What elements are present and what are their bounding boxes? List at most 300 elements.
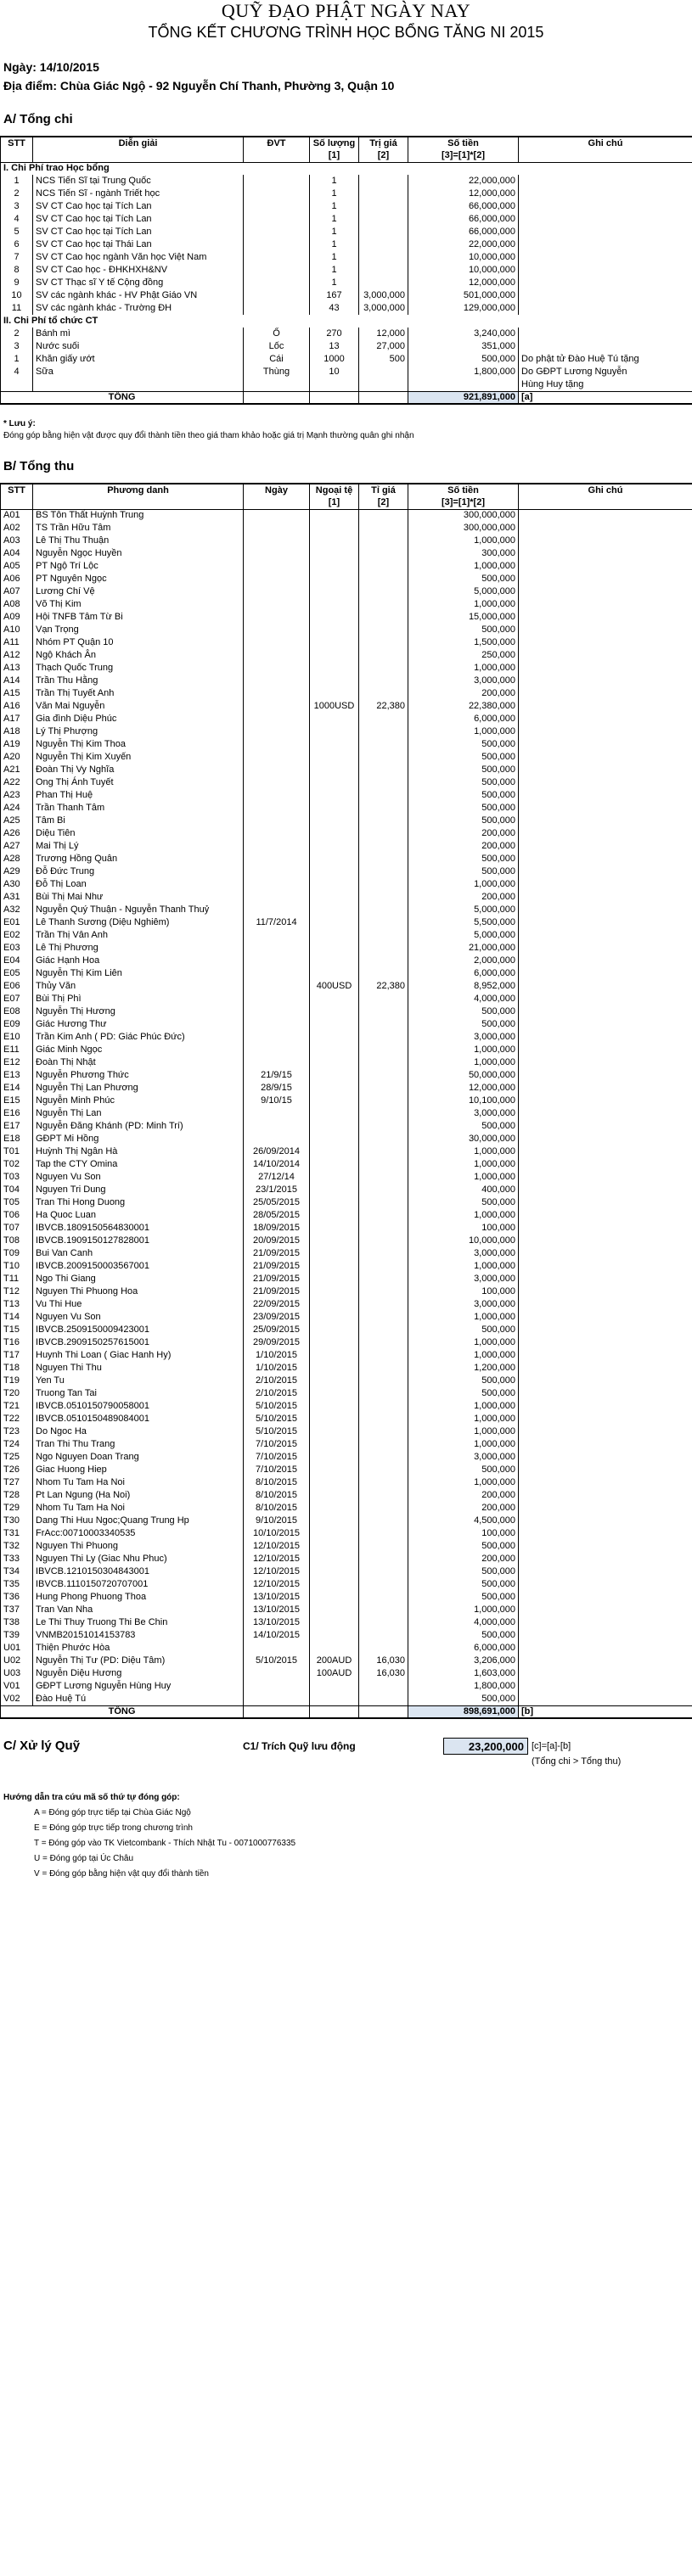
expense-row-cell (359, 175, 408, 188)
income-row-cell: T06 (1, 1209, 33, 1222)
income-row-cell (359, 624, 408, 636)
expense-row (1, 213, 692, 226)
expense-row-cell: 167 (310, 289, 359, 302)
income-row-cell (244, 891, 310, 904)
income-row-cell (359, 878, 408, 891)
expense-row-cell (519, 251, 692, 264)
income-row-cell: Tran Thi Thu Trang (33, 1438, 244, 1451)
income-row-cell: 1,000,000 (408, 1476, 519, 1489)
income-row-cell: 2/10/2015 (244, 1387, 310, 1400)
income-row-cell: PT Nguyên Ngọc (33, 573, 244, 585)
expense-group-title: II. Chi Phí tổ chức CT (1, 315, 692, 328)
income-row-cell: Trần Kim Anh ( PD: Giác Phúc Đức) (33, 1031, 244, 1044)
income-header-row-cell: STT (1, 484, 33, 496)
income-row (1, 1693, 692, 1705)
income-row-cell: 28/9/15 (244, 1082, 310, 1095)
income-row-cell (244, 535, 310, 547)
income-row (1, 713, 692, 725)
income-row-cell: T16 (1, 1336, 33, 1349)
expense-row-cell (519, 340, 692, 353)
income-row-cell (519, 713, 692, 725)
income-row-cell (310, 1400, 359, 1413)
income-row-cell (519, 1375, 692, 1387)
income-row-cell (244, 1642, 310, 1655)
income-row-cell: T24 (1, 1438, 33, 1451)
income-row-cell: 500,000 (408, 738, 519, 751)
income-row-cell (519, 1464, 692, 1476)
guide-title: Hướng dẫn tra cứu mã số thứ tự đóng góp: (3, 1793, 180, 1802)
income-row-cell: 10,000,000 (408, 1235, 519, 1247)
income-row (1, 1667, 692, 1680)
expense-row (1, 238, 692, 251)
income-row-cell: Văn Mai Nguyễn (33, 700, 244, 713)
income-row-cell: T20 (1, 1387, 33, 1400)
empty-cell (244, 391, 310, 404)
income-row-cell: 1,000,000 (408, 725, 519, 738)
income-row-cell: 3,000,000 (408, 1451, 519, 1464)
income-row-cell: 250,000 (408, 649, 519, 662)
income-row-cell (310, 904, 359, 916)
income-row-cell (310, 1680, 359, 1693)
expense-row (1, 353, 692, 366)
expense-row-cell: 3,000,000 (359, 302, 408, 315)
income-row-cell: E17 (1, 1120, 33, 1133)
income-row-cell: Nguyen Tri Dung (33, 1184, 244, 1196)
income-row-cell: 100,000 (408, 1527, 519, 1540)
income-row-cell (359, 611, 408, 624)
income-row-cell (519, 993, 692, 1005)
income-row-cell: BS Tôn Thất Huỳnh Trung (33, 509, 244, 522)
income-row-cell: 25/09/2015 (244, 1324, 310, 1336)
income-row-cell (519, 1018, 692, 1031)
income-row-cell (310, 776, 359, 789)
income-row-cell: 7/10/2015 (244, 1464, 310, 1476)
expense-row-cell (519, 175, 692, 188)
income-row-cell: T36 (1, 1591, 33, 1604)
income-row-cell (310, 1540, 359, 1553)
income-row-cell (244, 929, 310, 942)
income-row-cell (359, 967, 408, 980)
income-row-cell (244, 802, 310, 815)
income-row-cell: 3,000,000 (408, 1031, 519, 1044)
expense-row-cell: 66,000,000 (408, 213, 519, 226)
income-row-cell (519, 827, 692, 840)
income-row (1, 853, 692, 865)
income-row-cell (310, 1069, 359, 1082)
income-row-cell (359, 1133, 408, 1145)
income-total-row (1, 1705, 692, 1718)
income-row-cell: Tran Thi Hong Duong (33, 1196, 244, 1209)
income-row-cell: Ngộ Khách Ân (33, 649, 244, 662)
income-row (1, 1095, 692, 1107)
income-row-cell (359, 1158, 408, 1171)
income-row-cell: Thiện Phước Hòa (33, 1642, 244, 1655)
income-row-cell (359, 1005, 408, 1018)
income-row-cell (310, 993, 359, 1005)
expense-row-cell: SV CT Cao học ngành Văn học Việt Nam (33, 251, 244, 264)
income-row-cell (519, 1324, 692, 1336)
expense-row-cell: 500 (359, 353, 408, 366)
income-row-cell: T14 (1, 1311, 33, 1324)
income-row-cell (359, 662, 408, 675)
income-row-cell (519, 560, 692, 573)
income-row-cell: 4,000,000 (408, 1616, 519, 1629)
expense-row-cell (519, 277, 692, 289)
income-row-cell: 12/10/2015 (244, 1565, 310, 1578)
income-row-cell (519, 1413, 692, 1425)
income-row-cell: E14 (1, 1082, 33, 1095)
income-row-cell: 29/09/2015 (244, 1336, 310, 1349)
income-row-cell: IBVCB.0510150489084001 (33, 1413, 244, 1425)
income-row-cell (359, 585, 408, 598)
income-row-cell: A18 (1, 725, 33, 738)
income-row-cell (519, 636, 692, 649)
expense-header-row-cell: ĐVT (244, 137, 310, 149)
income-row-cell (519, 980, 692, 993)
income-row-cell: 21,000,000 (408, 942, 519, 955)
income-row-cell (359, 1502, 408, 1515)
income-row-cell (519, 1451, 692, 1464)
income-row-cell: E01 (1, 916, 33, 929)
income-row (1, 840, 692, 853)
income-row-cell (244, 1667, 310, 1680)
income-row-cell: 25/05/2015 (244, 1196, 310, 1209)
empty-cell (359, 391, 408, 404)
income-row-cell: E05 (1, 967, 33, 980)
income-row-cell: 10/10/2015 (244, 1527, 310, 1540)
expense-row-cell (244, 264, 310, 277)
expense-row (1, 378, 692, 391)
expense-row-cell: 1 (310, 251, 359, 264)
income-row-cell (310, 916, 359, 929)
income-row-cell (310, 1464, 359, 1476)
income-row-cell (310, 636, 359, 649)
income-row (1, 1336, 692, 1349)
income-row (1, 1616, 692, 1629)
income-row-cell (359, 573, 408, 585)
income-row-cell: 23/09/2015 (244, 1311, 310, 1324)
expense-row-cell: 1 (310, 200, 359, 213)
income-row-cell: Đào Huệ Tú (33, 1693, 244, 1705)
income-section-title: B/ Tổng thu (3, 459, 75, 473)
income-row-cell: 26/09/2014 (244, 1145, 310, 1158)
expense-row-cell: 7 (1, 251, 33, 264)
income-row-cell: T31 (1, 1527, 33, 1540)
income-row-cell: Lê Thị Phương (33, 942, 244, 955)
income-row-cell: T37 (1, 1604, 33, 1616)
income-row-cell (310, 662, 359, 675)
income-row (1, 687, 692, 700)
income-row (1, 1311, 692, 1324)
income-row-cell (244, 1005, 310, 1018)
income-row (1, 1438, 692, 1451)
income-row (1, 891, 692, 904)
income-row (1, 1476, 692, 1489)
income-row-cell (359, 1604, 408, 1616)
income-row-cell (359, 1553, 408, 1565)
expense-row-cell (244, 213, 310, 226)
income-row-cell: Nguyen Thi Thu (33, 1362, 244, 1375)
expense-row-cell (244, 378, 310, 391)
expense-row-cell: Ổ (244, 328, 310, 340)
income-row (1, 585, 692, 598)
income-row-cell (519, 1222, 692, 1235)
income-row (1, 1565, 692, 1578)
income-row-cell (310, 1082, 359, 1095)
income-row-cell (310, 878, 359, 891)
income-row (1, 649, 692, 662)
income-row-cell: E18 (1, 1133, 33, 1145)
expense-row-cell (359, 226, 408, 238)
expense-header-row-cell: Trị giá (359, 137, 408, 149)
income-row-cell: T07 (1, 1222, 33, 1235)
income-row (1, 1413, 692, 1425)
income-row-cell (244, 955, 310, 967)
income-row-cell (519, 1553, 692, 1565)
income-row-cell: Trần Thị Tuyết Anh (33, 687, 244, 700)
expense-row-cell: SV các ngành khác - Trường ĐH (33, 302, 244, 315)
income-row-cell: E04 (1, 955, 33, 967)
income-row-cell (519, 865, 692, 878)
income-row-cell (359, 1184, 408, 1196)
income-row (1, 827, 692, 840)
income-row-cell: 200,000 (408, 1502, 519, 1515)
income-row-cell (359, 1476, 408, 1489)
income-row-cell: Nguyễn Thị Hương (33, 1005, 244, 1018)
income-row-cell (519, 598, 692, 611)
income-row-cell: 1,200,000 (408, 1362, 519, 1375)
income-row-cell: Nguyễn Minh Phúc (33, 1095, 244, 1107)
income-row-cell (519, 1655, 692, 1667)
income-row-cell (359, 649, 408, 662)
income-row-cell: T32 (1, 1540, 33, 1553)
income-row-cell (310, 1145, 359, 1158)
income-row-cell: 7/10/2015 (244, 1451, 310, 1464)
income-row-cell (359, 1107, 408, 1120)
income-row-cell (519, 1184, 692, 1196)
expense-row (1, 302, 692, 315)
income-row-cell: TS Trần Hữu Tâm (33, 522, 244, 535)
income-row-cell (359, 802, 408, 815)
expense-row-cell (519, 328, 692, 340)
expense-row-cell: NCS Tiến Sĩ tại Trung Quốc (33, 175, 244, 188)
income-row-cell: 500,000 (408, 865, 519, 878)
income-row-cell (310, 611, 359, 624)
income-row-cell (359, 751, 408, 764)
income-row-cell (519, 1260, 692, 1273)
income-row-cell: 500,000 (408, 1464, 519, 1476)
expense-subheader-row-cell (33, 149, 244, 162)
income-row (1, 1222, 692, 1235)
income-row-cell (359, 1031, 408, 1044)
empty-cell (244, 1705, 310, 1718)
expense-note-text: Đóng góp bằng hiện vật được quy đổi thành tiền theo giá tham khảo hoặc giá trị Mạnh thường quân ghi nhận (3, 431, 414, 440)
income-row-cell: 1,800,000 (408, 1680, 519, 1693)
empty-cell (359, 1705, 408, 1718)
income-row-cell: T28 (1, 1489, 33, 1502)
income-row-cell: 22,380 (359, 700, 408, 713)
income-row-cell: 1,000,000 (408, 1438, 519, 1451)
expense-row-cell: SV CT Thạc sĩ Y tế Cộng đồng (33, 277, 244, 289)
income-row (1, 929, 692, 942)
income-row-cell (310, 1260, 359, 1273)
expense-row-cell: Do GĐPT Lương Nguyễn (519, 366, 692, 378)
income-row-cell (244, 611, 310, 624)
income-row-cell: 9/10/15 (244, 1095, 310, 1107)
income-row-cell (244, 1133, 310, 1145)
income-row (1, 1527, 692, 1540)
income-row-cell: 1,000,000 (408, 1425, 519, 1438)
income-row-cell (310, 1209, 359, 1222)
income-row-cell (244, 560, 310, 573)
income-row-cell: IBVCB.0510150790058001 (33, 1400, 244, 1413)
income-row-cell: 8/10/2015 (244, 1502, 310, 1515)
income-subheader-row-cell (519, 496, 692, 509)
income-row-cell: 1/10/2015 (244, 1349, 310, 1362)
income-row-cell: A24 (1, 802, 33, 815)
income-row-cell: 28/05/2015 (244, 1209, 310, 1222)
income-row-cell: T29 (1, 1502, 33, 1515)
income-row-cell: Mai Thị Lý (33, 840, 244, 853)
income-row-cell (310, 535, 359, 547)
income-row-cell (519, 1400, 692, 1413)
income-row-cell: 6,000,000 (408, 1642, 519, 1655)
income-row-cell: Nguyễn Thị Kim Xuyến (33, 751, 244, 764)
expense-row-cell: 1 (1, 175, 33, 188)
income-row-cell: Trần Thanh Tâm (33, 802, 244, 815)
income-row-cell (519, 1082, 692, 1095)
income-row (1, 1451, 692, 1464)
expense-row-cell: Thùng (244, 366, 310, 378)
income-row-cell (359, 1209, 408, 1222)
income-row-cell (359, 509, 408, 522)
income-row-cell (359, 675, 408, 687)
income-row-cell: T22 (1, 1413, 33, 1425)
income-row-cell (519, 522, 692, 535)
expense-row-cell: 1 (310, 188, 359, 200)
expense-row (1, 340, 692, 353)
expense-row-cell: 66,000,000 (408, 200, 519, 213)
income-row-cell: A07 (1, 585, 33, 598)
income-row-cell: 8,952,000 (408, 980, 519, 993)
income-row-cell (310, 1476, 359, 1489)
expense-header-row-cell: Diễn giải (33, 137, 244, 149)
expense-row-cell: 22,000,000 (408, 238, 519, 251)
income-table (0, 483, 692, 1719)
income-row-cell: Hung Phong Phuong Thoa (33, 1591, 244, 1604)
income-row-cell (244, 713, 310, 725)
income-row-cell: A16 (1, 700, 33, 713)
income-row-cell (519, 624, 692, 636)
expense-row-cell: 13 (310, 340, 359, 353)
income-row-cell: 16,030 (359, 1655, 408, 1667)
income-row-cell (310, 1285, 359, 1298)
income-total-value: 898,691,000 (408, 1705, 519, 1718)
income-row-cell (244, 751, 310, 764)
income-row (1, 1145, 692, 1158)
income-row-cell (359, 1540, 408, 1553)
income-row-cell: T27 (1, 1476, 33, 1489)
income-row-cell (359, 1171, 408, 1184)
income-row-cell: 12,000,000 (408, 1082, 519, 1095)
income-row-cell: 1,000,000 (408, 1604, 519, 1616)
expense-row-cell: 4 (1, 366, 33, 378)
income-header-row-cell: Phương danh (33, 484, 244, 496)
income-row-cell (519, 1120, 692, 1133)
income-row-cell (244, 687, 310, 700)
income-row (1, 1362, 692, 1375)
income-row-cell (310, 840, 359, 853)
income-row-cell (519, 1196, 692, 1209)
income-row-cell (519, 738, 692, 751)
income-subheader-row-cell (33, 496, 244, 509)
income-row-cell: 5,000,000 (408, 929, 519, 942)
income-row-cell (359, 1375, 408, 1387)
income-row-cell: Nguyễn Quý Thuận - Nguyễn Thanh Thuỷ (33, 904, 244, 916)
income-row-cell (519, 1591, 692, 1604)
expense-total-label: TỔNG (1, 391, 244, 404)
income-row-cell (244, 700, 310, 713)
expense-note-title: * Lưu ý: (3, 419, 36, 428)
expense-row-cell: 270 (310, 328, 359, 340)
expense-row-cell: 501,000,000 (408, 289, 519, 302)
income-row-cell (519, 1095, 692, 1107)
income-row-cell (310, 1018, 359, 1031)
income-total-label: TỔNG (1, 1705, 244, 1718)
income-row-cell: 22,380 (359, 980, 408, 993)
income-row-cell: T01 (1, 1145, 33, 1158)
expense-row-cell: Bánh mì (33, 328, 244, 340)
income-row-cell: 1/10/2015 (244, 1362, 310, 1375)
expense-row-cell: Cái (244, 353, 310, 366)
expense-row-cell: 12,000,000 (408, 277, 519, 289)
income-row-cell: Nguyễn Thị Kim Thoa (33, 738, 244, 751)
income-row-cell: Pt Lan Ngung (Ha Noi) (33, 1489, 244, 1502)
expense-header-row-cell: STT (1, 137, 33, 149)
income-row (1, 573, 692, 585)
income-row-cell: 300,000,000 (408, 522, 519, 535)
expense-row-cell: 11 (1, 302, 33, 315)
report-title: TỔNG KẾT CHƯƠNG TRÌNH HỌC BỔNG TĂNG NI 2015 (148, 24, 544, 41)
expense-row-cell (359, 238, 408, 251)
income-row-cell: 300,000,000 (408, 509, 519, 522)
income-row (1, 1196, 692, 1209)
income-row-cell: 3,000,000 (408, 675, 519, 687)
income-row-cell (519, 1616, 692, 1629)
income-row-cell (310, 1235, 359, 1247)
income-row-cell (244, 840, 310, 853)
income-row-cell: Nguyễn Thị Kim Liên (33, 967, 244, 980)
income-row-cell (519, 955, 692, 967)
income-row-cell: T12 (1, 1285, 33, 1298)
expense-row-cell (244, 188, 310, 200)
income-row-cell (310, 598, 359, 611)
expense-row-cell (244, 277, 310, 289)
income-row-cell: 11/7/2014 (244, 916, 310, 929)
income-row-cell (310, 967, 359, 980)
income-row-cell: 3,000,000 (408, 1107, 519, 1120)
income-row-cell (519, 1031, 692, 1044)
income-row-cell: 500,000 (408, 1578, 519, 1591)
income-row-cell: Nguyen Thi Phuong Hoa (33, 1285, 244, 1298)
income-row-cell: 22,380,000 (408, 700, 519, 713)
income-row-cell (519, 776, 692, 789)
expense-row-cell: 27,000 (359, 340, 408, 353)
income-row-cell (359, 1324, 408, 1336)
income-row (1, 598, 692, 611)
income-row-cell (519, 1311, 692, 1324)
income-row-cell: Trương Hồng Quân (33, 853, 244, 865)
